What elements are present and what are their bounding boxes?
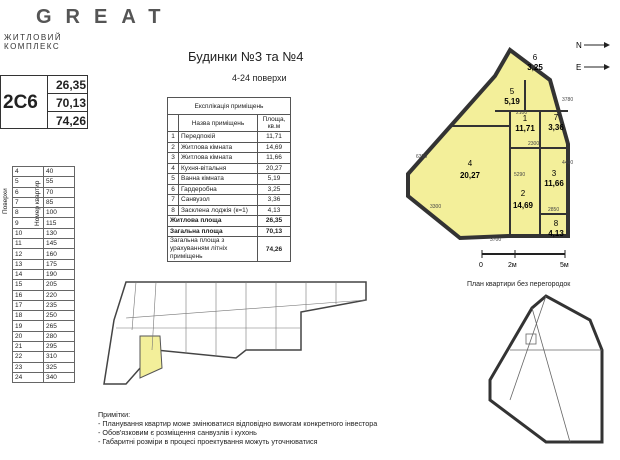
svg-text:6: 6 xyxy=(532,53,538,62)
living-area-value: 26,35 xyxy=(56,78,87,92)
floors-column-label: Поверхи xyxy=(2,188,9,214)
floor-row xyxy=(13,218,75,228)
floor-number: 15 xyxy=(13,280,44,290)
table-row: 5 Ванна кімната 5,19 xyxy=(168,174,291,185)
explication-name-header: Назва приміщень xyxy=(179,115,258,132)
apartment-number: 85 xyxy=(44,197,75,207)
table-row: 2 Житлова кімната 14,69 xyxy=(168,142,291,153)
total-area-value: 70,13 xyxy=(56,96,87,110)
svg-text:14,69: 14,69 xyxy=(512,201,534,210)
apartment-box-line-2 xyxy=(47,111,88,112)
apartment-number: 295 xyxy=(44,342,75,352)
apartment-number: 340 xyxy=(44,372,75,382)
table-row: 1 Передпокій 11,71 xyxy=(168,132,291,143)
svg-text:E: E xyxy=(576,63,582,72)
floor-row xyxy=(13,197,75,207)
floor-row xyxy=(13,177,75,187)
floor-row xyxy=(13,249,75,259)
apartment-number: 40 xyxy=(44,167,75,177)
floor-plan xyxy=(96,280,386,386)
floor-number: 17 xyxy=(13,300,44,310)
floor-number: 4 xyxy=(13,167,44,177)
svg-text:5,19: 5,19 xyxy=(504,97,520,106)
floor-number: 23 xyxy=(13,362,44,372)
note-item: - Обов'язковим є розміщення санвузлів і кухонь xyxy=(98,428,257,437)
apartment-number: 70 xyxy=(44,187,75,197)
floor-table xyxy=(12,166,75,383)
apartment-number: 280 xyxy=(44,331,75,341)
total-area-summer-value: 74,26 xyxy=(56,114,87,128)
scale-bar xyxy=(479,250,569,269)
table-row: Загальна площа з урахуванням літніх приміщень 74,26 xyxy=(168,237,291,262)
floor-row xyxy=(13,269,75,279)
floor-row xyxy=(13,311,75,321)
apartment-number: 205 xyxy=(44,280,75,290)
floor-row xyxy=(13,187,75,197)
svg-text:11,66: 11,66 xyxy=(544,179,564,188)
svg-text:3,25: 3,25 xyxy=(527,63,543,72)
floor-number: 6 xyxy=(13,187,44,197)
logo-subtitle: ЖИТЛОВИЙ КОМПЛЕКС xyxy=(4,33,63,51)
floor-number: 11 xyxy=(13,239,44,249)
floor-number: 21 xyxy=(13,342,44,352)
svg-text:5: 5 xyxy=(509,87,515,96)
notes-title: Примітки: xyxy=(98,410,131,419)
apartment-number: 250 xyxy=(44,311,75,321)
floor-row xyxy=(13,280,75,290)
table-row: 6 Гардеробна 3,25 xyxy=(168,184,291,195)
svg-text:7: 7 xyxy=(553,113,559,122)
floor-number: 5 xyxy=(13,177,44,187)
floor-number: 8 xyxy=(13,208,44,218)
svg-text:4: 4 xyxy=(467,159,473,168)
floor-row xyxy=(13,228,75,238)
apartment-box-divider xyxy=(47,75,48,129)
note-item: - Габаритні розміри в процесі проектування можуть уточнюватися xyxy=(98,437,318,446)
floor-number: 12 xyxy=(13,249,44,259)
floor-number: 19 xyxy=(13,321,44,331)
table-row: 8 Засклена лоджія (к=1) 4,13 xyxy=(168,205,291,216)
floor-number: 24 xyxy=(13,372,44,382)
svg-text:3300: 3300 xyxy=(430,204,442,210)
svg-text:2100: 2100 xyxy=(516,110,528,116)
svg-text:1: 1 xyxy=(522,114,528,123)
floor-row xyxy=(13,300,75,310)
floor-number: 16 xyxy=(13,290,44,300)
svg-text:3: 3 xyxy=(551,169,557,178)
table-row: Загальна площа 70,13 xyxy=(168,226,291,237)
floor-row xyxy=(13,208,75,218)
explication-table xyxy=(167,97,291,262)
apartment-number: 235 xyxy=(44,300,75,310)
page-title: Будинки №3 та №4 xyxy=(188,49,304,64)
floor-row xyxy=(13,331,75,341)
explication-title: Експлікація приміщень xyxy=(168,98,291,115)
north-arrow-icon xyxy=(576,41,610,72)
floor-row xyxy=(13,290,75,300)
svg-text:4400: 4400 xyxy=(562,160,574,166)
svg-text:4,13: 4,13 xyxy=(548,229,564,238)
svg-text:3,36: 3,36 xyxy=(548,123,564,132)
apartment-plan xyxy=(390,26,620,276)
plan-no-walls xyxy=(470,290,615,460)
apartment-code: 2С6 xyxy=(3,92,38,113)
apartment-number: 325 xyxy=(44,362,75,372)
floor-row xyxy=(13,239,75,249)
svg-text:2850: 2850 xyxy=(548,207,560,213)
apartment-location-highlight xyxy=(140,336,162,378)
apartment-number: 160 xyxy=(44,249,75,259)
svg-text:2м: 2м xyxy=(508,262,517,269)
apartment-number: 55 xyxy=(44,177,75,187)
plan-no-walls-label: План квартири без перегородок xyxy=(467,281,571,288)
svg-text:3780: 3780 xyxy=(562,97,574,103)
svg-text:2: 2 xyxy=(520,189,526,198)
svg-text:5290: 5290 xyxy=(514,172,526,178)
apartment-numbers-column-label: Номер квартир xyxy=(34,180,41,226)
floor-row xyxy=(13,352,75,362)
apartment-box-line-1 xyxy=(47,93,88,94)
explication-num-header xyxy=(168,115,179,132)
svg-text:2300: 2300 xyxy=(528,141,540,147)
apartment-number: 220 xyxy=(44,290,75,300)
floor-number: 18 xyxy=(13,311,44,321)
apartment-number: 310 xyxy=(44,352,75,362)
apartment-number: 100 xyxy=(44,208,75,218)
floor-number: 22 xyxy=(13,352,44,362)
floor-number: 9 xyxy=(13,218,44,228)
svg-text:5м: 5м xyxy=(560,262,569,269)
svg-text:6300: 6300 xyxy=(416,154,428,160)
floor-row xyxy=(13,342,75,352)
floor-number: 20 xyxy=(13,331,44,341)
apartment-number: 175 xyxy=(44,259,75,269)
floor-row xyxy=(13,372,75,382)
floor-number: 10 xyxy=(13,228,44,238)
floors-range: 4-24 поверхи xyxy=(232,73,287,83)
floor-number: 13 xyxy=(13,259,44,269)
apartment-number: 130 xyxy=(44,228,75,238)
table-row: 3 Житлова кімната 11,66 xyxy=(168,153,291,164)
floor-number: 14 xyxy=(13,269,44,279)
apartment-number: 115 xyxy=(44,218,75,228)
floor-row xyxy=(13,321,75,331)
svg-text:8: 8 xyxy=(553,219,559,228)
svg-text:0: 0 xyxy=(479,262,483,269)
apartment-number: 190 xyxy=(44,269,75,279)
svg-text:N: N xyxy=(576,41,582,50)
svg-text:11,71: 11,71 xyxy=(515,124,535,133)
svg-text:3700: 3700 xyxy=(490,237,502,243)
svg-text:20,27: 20,27 xyxy=(459,171,481,180)
floor-row xyxy=(13,259,75,269)
table-row: 7 Санвузол 3,36 xyxy=(168,195,291,206)
table-row: Житлова площа 26,35 xyxy=(168,216,291,227)
apartment-number: 265 xyxy=(44,321,75,331)
table-row: 4 Кухня-вітальня 20,27 xyxy=(168,163,291,174)
floor-row xyxy=(13,167,75,177)
notes xyxy=(98,410,377,446)
logo-letters: GREAT xyxy=(36,6,175,28)
explication-area-header: Площа, кв.м xyxy=(258,115,291,132)
floor-number: 7 xyxy=(13,197,44,207)
apartment-number: 145 xyxy=(44,239,75,249)
floor-row xyxy=(13,362,75,372)
note-item: - Планування квартир може змінюватися відповідно вимогам конкретного інвестора xyxy=(98,419,378,428)
